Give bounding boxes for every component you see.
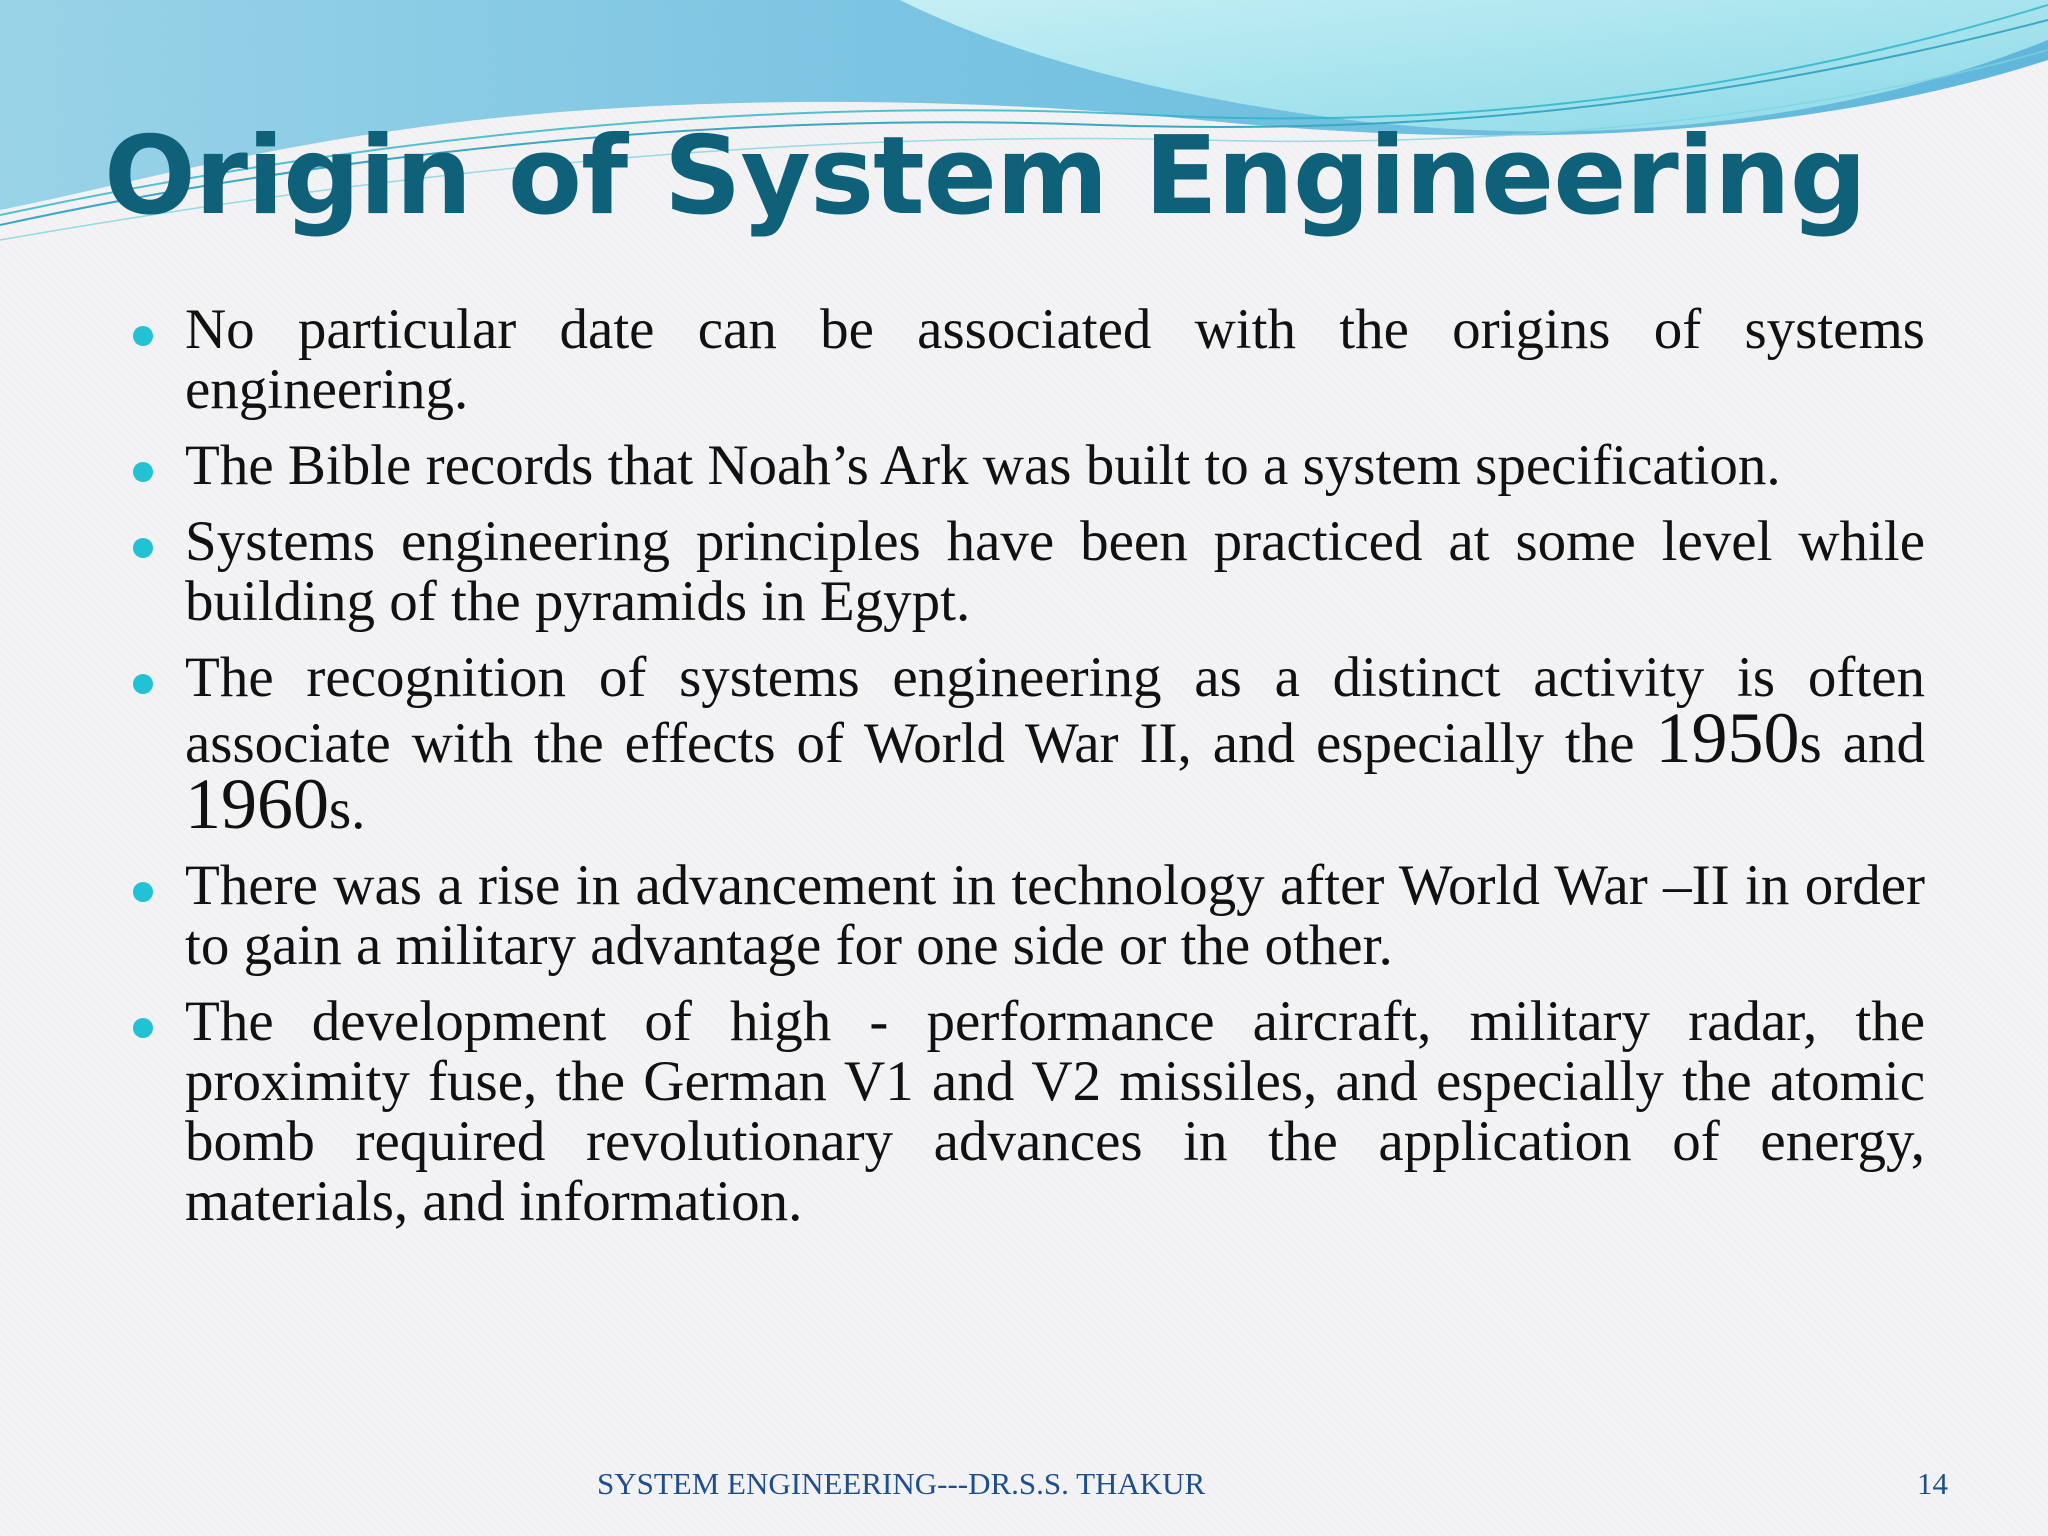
bullet-dot-icon [133, 674, 153, 694]
year-1960: 1960 [185, 764, 329, 844]
bullet-item [185, 512, 1925, 632]
footer-text: SYSTEM ENGINEERING---DR.S.S. THAKUR [597, 1466, 1206, 1501]
bullet-item [185, 646, 1925, 844]
year-1950: 1950 [1655, 698, 1800, 778]
bullet-item [185, 992, 1925, 1232]
bullet-item [185, 300, 1925, 420]
bullet-text: There was a rise in advancement in technology after World War –II in order to gain a military advantage for one side or the other. [185, 854, 1925, 977]
bullet-item [185, 436, 1925, 496]
bullet-dot-icon [133, 882, 153, 902]
page-number: 14 [1917, 1466, 1948, 1501]
bullet-dot-icon [133, 326, 153, 346]
bullet-text: s and [1799, 712, 1925, 775]
bullet-item [185, 856, 1925, 976]
bullet-text: The recognition of systems engineering as a distinct activity is often associate with the effects of World War II, and especially the [185, 646, 1925, 775]
bullet-dot-icon [133, 538, 153, 558]
bullet-dot-icon [133, 462, 153, 482]
bullet-list [185, 300, 1925, 1248]
bullet-text: s. [329, 778, 366, 841]
bullet-text: No particular date can be associated with the origins of systems engineering. [185, 298, 1925, 421]
bullet-text: Systems engineering principles have been practiced at some level while building of the pyramids in Egypt. [185, 510, 1925, 633]
bullet-text: The Bible records that Noah’s Ark was built to a system specification. [185, 434, 1781, 497]
bullet-dot-icon [133, 1018, 153, 1038]
bullet-text: The development of high - performance aircraft, military radar, the proximity fuse, the German V1 and V2 missiles, and especially the atomic bomb required revolutionary advances in the application of energy, materials, and information. [185, 990, 1925, 1233]
slide-title: Origin of System Engineering [104, 114, 1867, 239]
